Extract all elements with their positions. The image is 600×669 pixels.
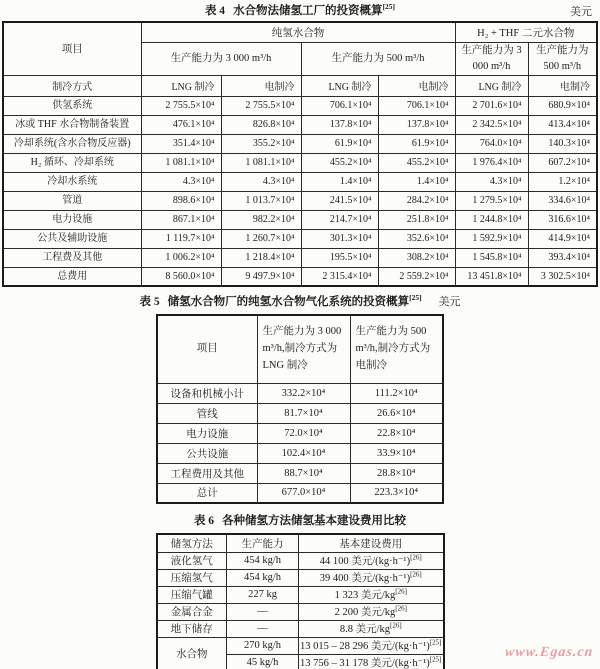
value-cell [141, 96, 221, 115]
value-cell [141, 191, 221, 210]
table4-caption [0, 3, 600, 19]
table-row [157, 637, 444, 654]
row-label-cell [3, 229, 141, 248]
capacity-header: 生产能力为 500 m³/h [301, 42, 455, 75]
value-cell [378, 134, 455, 153]
row-label-cell [3, 134, 141, 153]
cell-text: 1.2×10⁴ [558, 176, 590, 187]
row-label-cell [157, 483, 257, 503]
cell-text: 1 323 美元/kg [334, 590, 396, 601]
citation-superscript: [25] [429, 655, 442, 664]
cell-text: H₂ 循环、冷却系统 [30, 157, 114, 168]
cell-text: 2 701.6×10⁴ [472, 100, 522, 111]
value-cell [257, 463, 350, 483]
value-cell [528, 229, 597, 248]
cell-text: 冷却系统(含水合物反应器) [13, 138, 131, 149]
table4-investment-estimate [2, 21, 598, 287]
capacity-header: 生产能力为 3 000 m³/h [141, 42, 301, 75]
value-cell [455, 134, 528, 153]
value-cell [455, 210, 528, 229]
value-cell [378, 115, 455, 134]
table6-header [157, 534, 444, 552]
value-cell [141, 172, 221, 191]
cell-text: 8 560.0×10⁴ [165, 270, 215, 282]
cell-text: 454 kg/h [243, 555, 282, 566]
citation-superscript: [26] [395, 587, 407, 596]
table-row [3, 115, 597, 134]
cell-text: 4.3×10⁴ [489, 176, 522, 187]
cell-text: 1 976.4×10⁴ [472, 157, 522, 168]
row-label-cell [157, 423, 257, 443]
cell-text: 2 755.5×10⁴ [165, 100, 215, 111]
cell-text: 9 497.9×10⁴ [245, 270, 295, 282]
cooling-mode-header: LNG 制冷 [301, 75, 378, 96]
citation-superscript: [26] [410, 553, 422, 562]
cell-text: 102.4×10⁴ [281, 447, 326, 459]
value-cell [528, 172, 597, 191]
table4-caption-title: 水合物法储氢工厂的投资概算 [233, 5, 383, 17]
table-row [157, 552, 444, 569]
value-cell [301, 115, 378, 134]
cell-text: 454 kg/h [243, 572, 282, 583]
value-cell [141, 229, 221, 248]
cell-text: 88.7×10⁴ [284, 467, 323, 479]
value-cell [299, 637, 444, 654]
cell-text: 61.9×10⁴ [334, 138, 372, 149]
cell-text: 1 244.8×10⁴ [472, 214, 522, 225]
cell-text: 冷却水系统 [47, 176, 98, 187]
citation-superscript: [26] [395, 604, 407, 613]
value-cell [257, 383, 350, 403]
citation-superscript: [26] [390, 621, 402, 630]
value-cell [528, 115, 597, 134]
table4-citation-superscript: [25] [382, 2, 396, 12]
value-cell [528, 210, 597, 229]
value-cell [528, 153, 597, 172]
cell-text: 982.2×10⁴ [252, 214, 295, 225]
table-row [157, 603, 444, 620]
cell-text: 316.6×10⁴ [548, 214, 590, 225]
cell-text: 223.3×10⁴ [374, 487, 419, 499]
value-cell [299, 552, 444, 569]
cooling-mode-header: 电制冷 [378, 75, 455, 96]
table5-gasification-investment [156, 314, 444, 504]
cell-text: 工程费及其他 [42, 252, 103, 263]
value-cell [221, 153, 301, 172]
cell-text: 管道 [62, 195, 83, 206]
table-row [157, 403, 443, 423]
cell-text: 水合物 [176, 649, 208, 661]
cell-text: 706.1×10⁴ [406, 100, 449, 111]
value-cell [528, 248, 597, 267]
cell-text: 214.7×10⁴ [329, 214, 372, 225]
cell-text: 2 342.5×10⁴ [472, 119, 522, 130]
cell-text: 72.0×10⁴ [284, 427, 323, 439]
value-cell [227, 586, 299, 603]
cell-text: 1 013.7×10⁴ [245, 195, 295, 206]
value-cell [350, 423, 443, 443]
cell-text: 2 559.2×10⁴ [399, 270, 449, 282]
value-cell [221, 134, 301, 153]
cell-text: 33.9×10⁴ [377, 447, 416, 459]
cell-text: 压缩氢气 [170, 573, 213, 584]
capacity-header: 生产能力为 500 m³/h [528, 42, 597, 75]
row-label-cell [3, 115, 141, 134]
cell-text: 706.1×10⁴ [329, 100, 372, 111]
table4-unit-label: 美元 [570, 6, 592, 18]
citation-superscript: [25] [429, 638, 442, 647]
cell-text: 308.2×10⁴ [406, 252, 449, 263]
table6-caption-label: 表 6 [193, 515, 215, 527]
cell-text: 898.6×10⁴ [172, 195, 215, 206]
cell-text: 冰或 THF 水合物制备装置 [15, 119, 130, 130]
value-cell [141, 267, 221, 286]
table4-header-row-cooling [3, 75, 597, 96]
row-label-cell [3, 153, 141, 172]
cell-text: 61.9×10⁴ [411, 138, 449, 149]
value-cell [221, 96, 301, 115]
cell-text: 45 kg/h [246, 656, 279, 668]
value-cell [257, 423, 350, 443]
table-row [157, 423, 443, 443]
cell-text: 1 081.1×10⁴ [245, 157, 295, 168]
table5-caption [0, 294, 600, 310]
value-cell [227, 569, 299, 586]
capacity-3000-lng-header: 生产能力为 3 000 m³/h,制冷方式为 LNG 制冷 [257, 315, 350, 383]
cooling-mode-header: LNG 制冷 [141, 75, 221, 96]
value-cell [257, 483, 350, 503]
table-row [3, 267, 597, 286]
table-row [157, 463, 443, 483]
value-cell [455, 191, 528, 210]
value-cell [378, 229, 455, 248]
table-row [3, 96, 597, 115]
cell-text: — [257, 606, 268, 617]
value-cell [455, 153, 528, 172]
value-cell [378, 210, 455, 229]
table5-caption-title: 储氢水合物厂的纯氢水合物气化系统的投资概算 [167, 296, 410, 308]
cell-text: 总费用 [57, 270, 88, 282]
cell-text: 公共及辅助设施 [37, 233, 108, 244]
cell-text: 111.2×10⁴ [374, 387, 418, 399]
value-cell [350, 463, 443, 483]
cell-text: 13 756 – 31 178 美元/(kg·h⁻¹) [300, 657, 430, 669]
table6-caption-title: 各种储氢方法储氢基本建设费用比较 [222, 515, 407, 527]
cell-text: 1 119.7×10⁴ [165, 233, 215, 244]
row-label-cell [157, 637, 227, 669]
cell-text: 1 279.5×10⁴ [472, 195, 522, 206]
cell-text: 设备和机械小计 [170, 388, 244, 400]
value-cell [221, 172, 301, 191]
cell-text: 334.6×10⁴ [548, 195, 590, 206]
table4-body [3, 96, 597, 286]
row-label-cell [3, 191, 141, 210]
cell-text: 44 100 美元/(kg·h⁻¹) [319, 556, 411, 567]
item-column-header: 项目 [3, 22, 141, 75]
table-row [3, 229, 597, 248]
cell-text: 332.2×10⁴ [281, 387, 326, 399]
table6-storage-cost-comparison [156, 533, 445, 669]
cell-text: 2 315.4×10⁴ [322, 270, 372, 282]
value-cell [299, 586, 444, 603]
value-cell [299, 620, 444, 637]
value-cell [301, 172, 378, 191]
table4-caption-text [204, 2, 396, 17]
row-label-cell [157, 403, 257, 423]
value-cell [301, 134, 378, 153]
row-label-cell [157, 569, 227, 586]
row-label-cell [3, 172, 141, 191]
value-cell [227, 620, 299, 637]
value-cell [227, 552, 299, 569]
cell-text: 476.1×10⁴ [172, 119, 215, 130]
value-cell [221, 210, 301, 229]
value-cell [455, 115, 528, 134]
value-cell [350, 483, 443, 503]
row-label-cell [157, 463, 257, 483]
table-row [157, 586, 444, 603]
value-cell [221, 229, 301, 248]
value-cell [301, 210, 378, 229]
value-cell [301, 229, 378, 248]
cell-text: 1 260.7×10⁴ [245, 233, 295, 244]
table6-header-row [157, 534, 444, 552]
cell-text: 28.8×10⁴ [377, 467, 416, 479]
value-cell [221, 115, 301, 134]
value-cell [299, 569, 444, 586]
row-label-cell [3, 96, 141, 115]
cell-text: 826.8×10⁴ [252, 119, 295, 130]
cell-text: 管线 [196, 408, 218, 420]
table-row [3, 191, 597, 210]
row-label-cell [157, 443, 257, 463]
cell-text: 39 400 美元/(kg·h⁻¹) [319, 573, 411, 584]
value-cell [378, 153, 455, 172]
cell-text: 284.2×10⁴ [406, 195, 449, 206]
table-row [3, 172, 597, 191]
capacity-cell [227, 637, 299, 654]
value-cell [301, 248, 378, 267]
cell-text: 270 kg/h [243, 640, 282, 651]
cell-text: 1 592.9×10⁴ [472, 233, 522, 244]
value-cell [299, 603, 444, 620]
value-cell [350, 443, 443, 463]
cell-text: 413.4×10⁴ [548, 119, 590, 130]
cell-text: 1 006.2×10⁴ [165, 252, 215, 263]
cell-text: 393.4×10⁴ [548, 252, 590, 263]
table6-body [157, 552, 444, 669]
cell-text: 液化氢气 [170, 556, 213, 567]
cell-text: 2 755.5×10⁴ [245, 100, 295, 111]
table-row [3, 153, 597, 172]
cell-text: 1 218.4×10⁴ [245, 252, 295, 263]
cell-text: 251.8×10⁴ [406, 214, 449, 225]
value-cell [455, 172, 528, 191]
cell-text: 241.5×10⁴ [329, 195, 372, 206]
cell-text: 1 081.1×10⁴ [165, 157, 215, 168]
value-cell [141, 115, 221, 134]
cell-text: 455.2×10⁴ [329, 157, 372, 168]
cell-text: 13 015 – 28 296 美元/(kg·h⁻¹) [300, 641, 430, 652]
cooling-mode-label: 制冷方式 [3, 75, 141, 96]
table6-caption [0, 513, 600, 529]
table5-unit-label: 美元 [438, 296, 461, 308]
table5-body [157, 383, 443, 503]
value-cell [301, 191, 378, 210]
value-cell [141, 248, 221, 267]
value-cell [221, 191, 301, 210]
value-cell [378, 248, 455, 267]
cooling-mode-header: 电制冷 [528, 75, 597, 96]
cell-text: 26.6×10⁴ [377, 407, 416, 419]
table-row [3, 134, 597, 153]
value-cell [301, 153, 378, 172]
cell-text: 8.8 美元/kg [339, 624, 390, 635]
cooling-mode-header: 电制冷 [221, 75, 301, 96]
value-cell [301, 267, 378, 286]
value-cell [350, 403, 443, 423]
cell-text: 195.5×10⁴ [329, 252, 372, 263]
cell-text: 地下储存 [170, 624, 213, 635]
capacity-header: 生产能力 [227, 534, 299, 552]
value-cell [299, 654, 444, 669]
cell-text: 电力设施 [52, 214, 93, 225]
capacity-500-electric-header: 生产能力为 500 m³/h,制冷方式为电制冷 [350, 315, 443, 383]
storage-method-header: 储氢方法 [157, 534, 227, 552]
value-cell [227, 603, 299, 620]
row-label-cell [3, 267, 141, 286]
cell-text: 414.9×10⁴ [548, 233, 590, 244]
cell-text: 867.1×10⁴ [172, 214, 215, 225]
site-watermark: www.Egas.cn [503, 645, 594, 660]
value-cell [141, 210, 221, 229]
table-row [157, 483, 443, 503]
row-label-cell [157, 620, 227, 637]
pure-hydrate-group-header: 纯氢水合物 [141, 22, 455, 42]
table5-header-row [157, 315, 443, 383]
cell-text: 2 200 美元/kg [334, 607, 396, 618]
cell-text: 4.3×10⁴ [262, 176, 295, 187]
cell-text: 公共设施 [186, 448, 229, 460]
row-label-cell [3, 210, 141, 229]
value-cell [455, 267, 528, 286]
cell-text: 677.0×10⁴ [281, 487, 326, 499]
row-label-cell [3, 248, 141, 267]
row-label-cell [157, 586, 227, 603]
value-cell [221, 248, 301, 267]
value-cell [141, 153, 221, 172]
cell-text: 81.7×10⁴ [284, 407, 323, 419]
table5-caption-text [139, 293, 425, 308]
cell-text: 301.3×10⁴ [329, 233, 372, 244]
cell-text: 工程费用及其他 [170, 468, 244, 480]
cell-text: — [257, 623, 268, 634]
table4-header [3, 22, 597, 96]
value-cell [455, 96, 528, 115]
cell-text: 607.2×10⁴ [548, 157, 590, 168]
value-cell [221, 267, 301, 286]
value-cell [350, 383, 443, 403]
cell-text: 680.9×10⁴ [548, 100, 590, 111]
cell-text: 电力设施 [186, 428, 229, 440]
cell-text: 22.8×10⁴ [377, 427, 416, 439]
cell-text: 供氢系统 [52, 100, 93, 111]
value-cell [378, 172, 455, 191]
cell-text: 352.6×10⁴ [406, 233, 449, 244]
cell-text: 总计 [196, 488, 218, 500]
cell-text: 140.3×10⁴ [548, 138, 590, 149]
value-cell [528, 191, 597, 210]
table5-caption-label: 表 5 [139, 296, 160, 308]
binary-hydrate-group-header: H₂ + THF 二元水合物 [455, 22, 597, 42]
value-cell [528, 267, 597, 286]
value-cell [378, 191, 455, 210]
cell-text: 13 451.8×10⁴ [467, 270, 522, 282]
cell-text: 压缩气罐 [170, 590, 213, 601]
value-cell [257, 443, 350, 463]
row-label-cell [157, 383, 257, 403]
table-row [157, 569, 444, 586]
citation-superscript: [26] [410, 570, 422, 579]
item-column-header: 项目 [157, 315, 257, 383]
table-row [157, 620, 444, 637]
table5-citation-superscript: [25] [409, 293, 422, 303]
cell-text: 1 545.8×10⁴ [472, 252, 522, 263]
cell-text: 137.8×10⁴ [406, 119, 449, 130]
cell-text: 764.0×10⁴ [479, 138, 522, 149]
capacity-cell [227, 654, 299, 669]
cell-text: 137.8×10⁴ [329, 119, 372, 130]
value-cell [378, 267, 455, 286]
value-cell [528, 134, 597, 153]
value-cell [455, 229, 528, 248]
table-row [3, 210, 597, 229]
table-row [157, 383, 443, 403]
table4-caption-label: 表 4 [204, 5, 226, 17]
value-cell [528, 96, 597, 115]
table4-header-row-groups [3, 22, 597, 42]
table5-header [157, 315, 443, 383]
value-cell [378, 96, 455, 115]
cell-text: 1.4×10⁴ [416, 176, 449, 187]
table-row [157, 443, 443, 463]
table-row [3, 248, 597, 267]
cell-text: 455.2×10⁴ [406, 157, 449, 168]
capacity-header: 生产能力为 3 000 m³/h [455, 42, 528, 75]
value-cell [141, 134, 221, 153]
value-cell [257, 403, 350, 423]
cell-text: 351.4×10⁴ [172, 138, 215, 149]
cell-text: 1.4×10⁴ [339, 176, 372, 187]
capital-cost-header: 基本建设费用 [299, 534, 444, 552]
value-cell [455, 248, 528, 267]
cell-text: 227 kg [248, 589, 277, 600]
value-cell [301, 96, 378, 115]
row-label-cell [157, 552, 227, 569]
cell-text: 355.2×10⁴ [252, 138, 295, 149]
row-label-cell [157, 603, 227, 620]
cell-text: 3 302.5×10⁴ [540, 270, 590, 282]
cell-text: 4.3×10⁴ [182, 176, 215, 187]
cooling-mode-header: LNG 制冷 [455, 75, 528, 96]
cell-text: 金属合金 [170, 607, 213, 618]
